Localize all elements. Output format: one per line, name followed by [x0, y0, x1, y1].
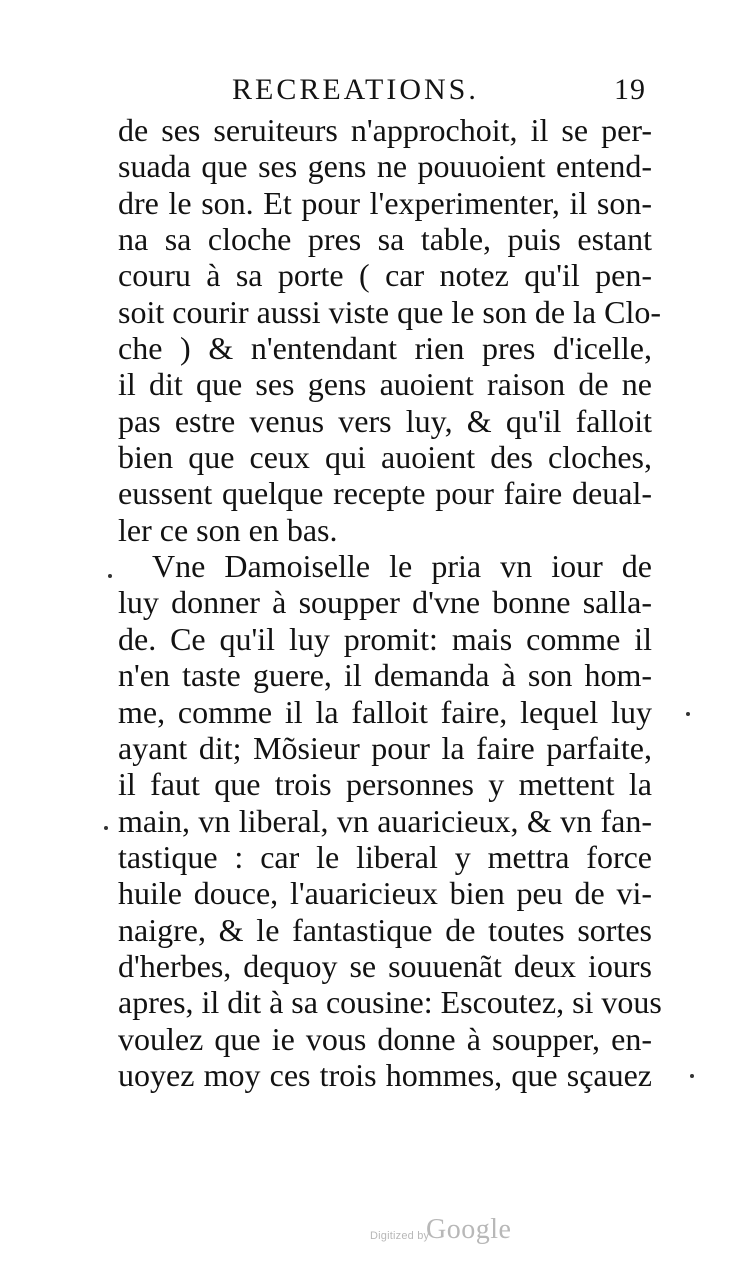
text-line: huile douce, l'auaricieux bien peu de vi-: [118, 875, 652, 912]
google-wordmark: Google: [426, 1214, 512, 1245]
text-line: uoyez moy ces trois hommes, que sçauez: [118, 1056, 652, 1093]
text-line: eussent quelque recepte pour faire deual-: [118, 475, 652, 512]
text-line: che ) & n'entendant rien pres d'icelle,: [118, 330, 652, 367]
text-line: suada que ses gens ne pouuoient entend-: [118, 148, 652, 185]
scan-speck: [104, 826, 108, 830]
text-line: voulez que ie vous donne à soupper, en-: [118, 1020, 652, 1057]
paragraph-start-line: Vne Damoiselle le pria vn iour de: [152, 548, 652, 585]
digitized-label: Digitized by: [370, 1230, 430, 1242]
running-head: [232, 70, 652, 110]
text-line: apres, il dit à sa cousine: Escoutez, si vous: [118, 984, 662, 1021]
digitized-watermark: [370, 1214, 530, 1250]
text-line: il faut que trois personnes y mettent la: [118, 766, 652, 803]
text-line: soit courir aussi viste que le son de la Clo-: [118, 293, 662, 330]
running-title: RECREATIONS.: [232, 73, 479, 106]
text-line: ayant dit; Mõsieur pour la faire parfaite,: [118, 729, 652, 766]
scan-speck: [686, 712, 690, 716]
text-line: d'herbes, dequoy se souuenãt deux iours: [118, 947, 652, 984]
text-line: luy donner à soupper d'vne bonne salla-: [118, 584, 652, 621]
text-line: bien que ceux qui auoient des cloches,: [118, 439, 652, 476]
scan-speck: [108, 574, 112, 578]
page-number: 19: [614, 73, 646, 106]
text-line: de ses seruiteurs n'approchoit, il se per-: [118, 112, 652, 148]
text-line: dre le son. Et pour l'experimenter, il son-: [118, 184, 652, 221]
body-text: [118, 112, 662, 1093]
scan-speck: [690, 1074, 694, 1078]
text-line: de. Ce qu'il luy promit: mais comme il: [118, 620, 652, 657]
text-line: couru à sa porte ( car notez qu'il pen-: [118, 257, 652, 294]
text-line: main, vn liberal, vn auaricieux, & vn fan-: [118, 802, 652, 839]
text-line: tastique : car le liberal y mettra force: [118, 838, 652, 875]
text-line: pas estre venus vers luy, & qu'il falloit: [118, 402, 652, 439]
text-line: na sa cloche pres sa table, puis estant: [118, 221, 652, 258]
text-line: ler ce son en bas.: [118, 511, 338, 548]
text-line: il dit que ses gens auoient raison de ne: [118, 366, 652, 403]
text-line: n'en taste guere, il demanda à son hom-: [118, 657, 652, 694]
text-line: naigre, & le fantastique de toutes sortes: [118, 911, 652, 948]
text-line: me, comme il la falloit faire, lequel luy: [118, 693, 652, 730]
